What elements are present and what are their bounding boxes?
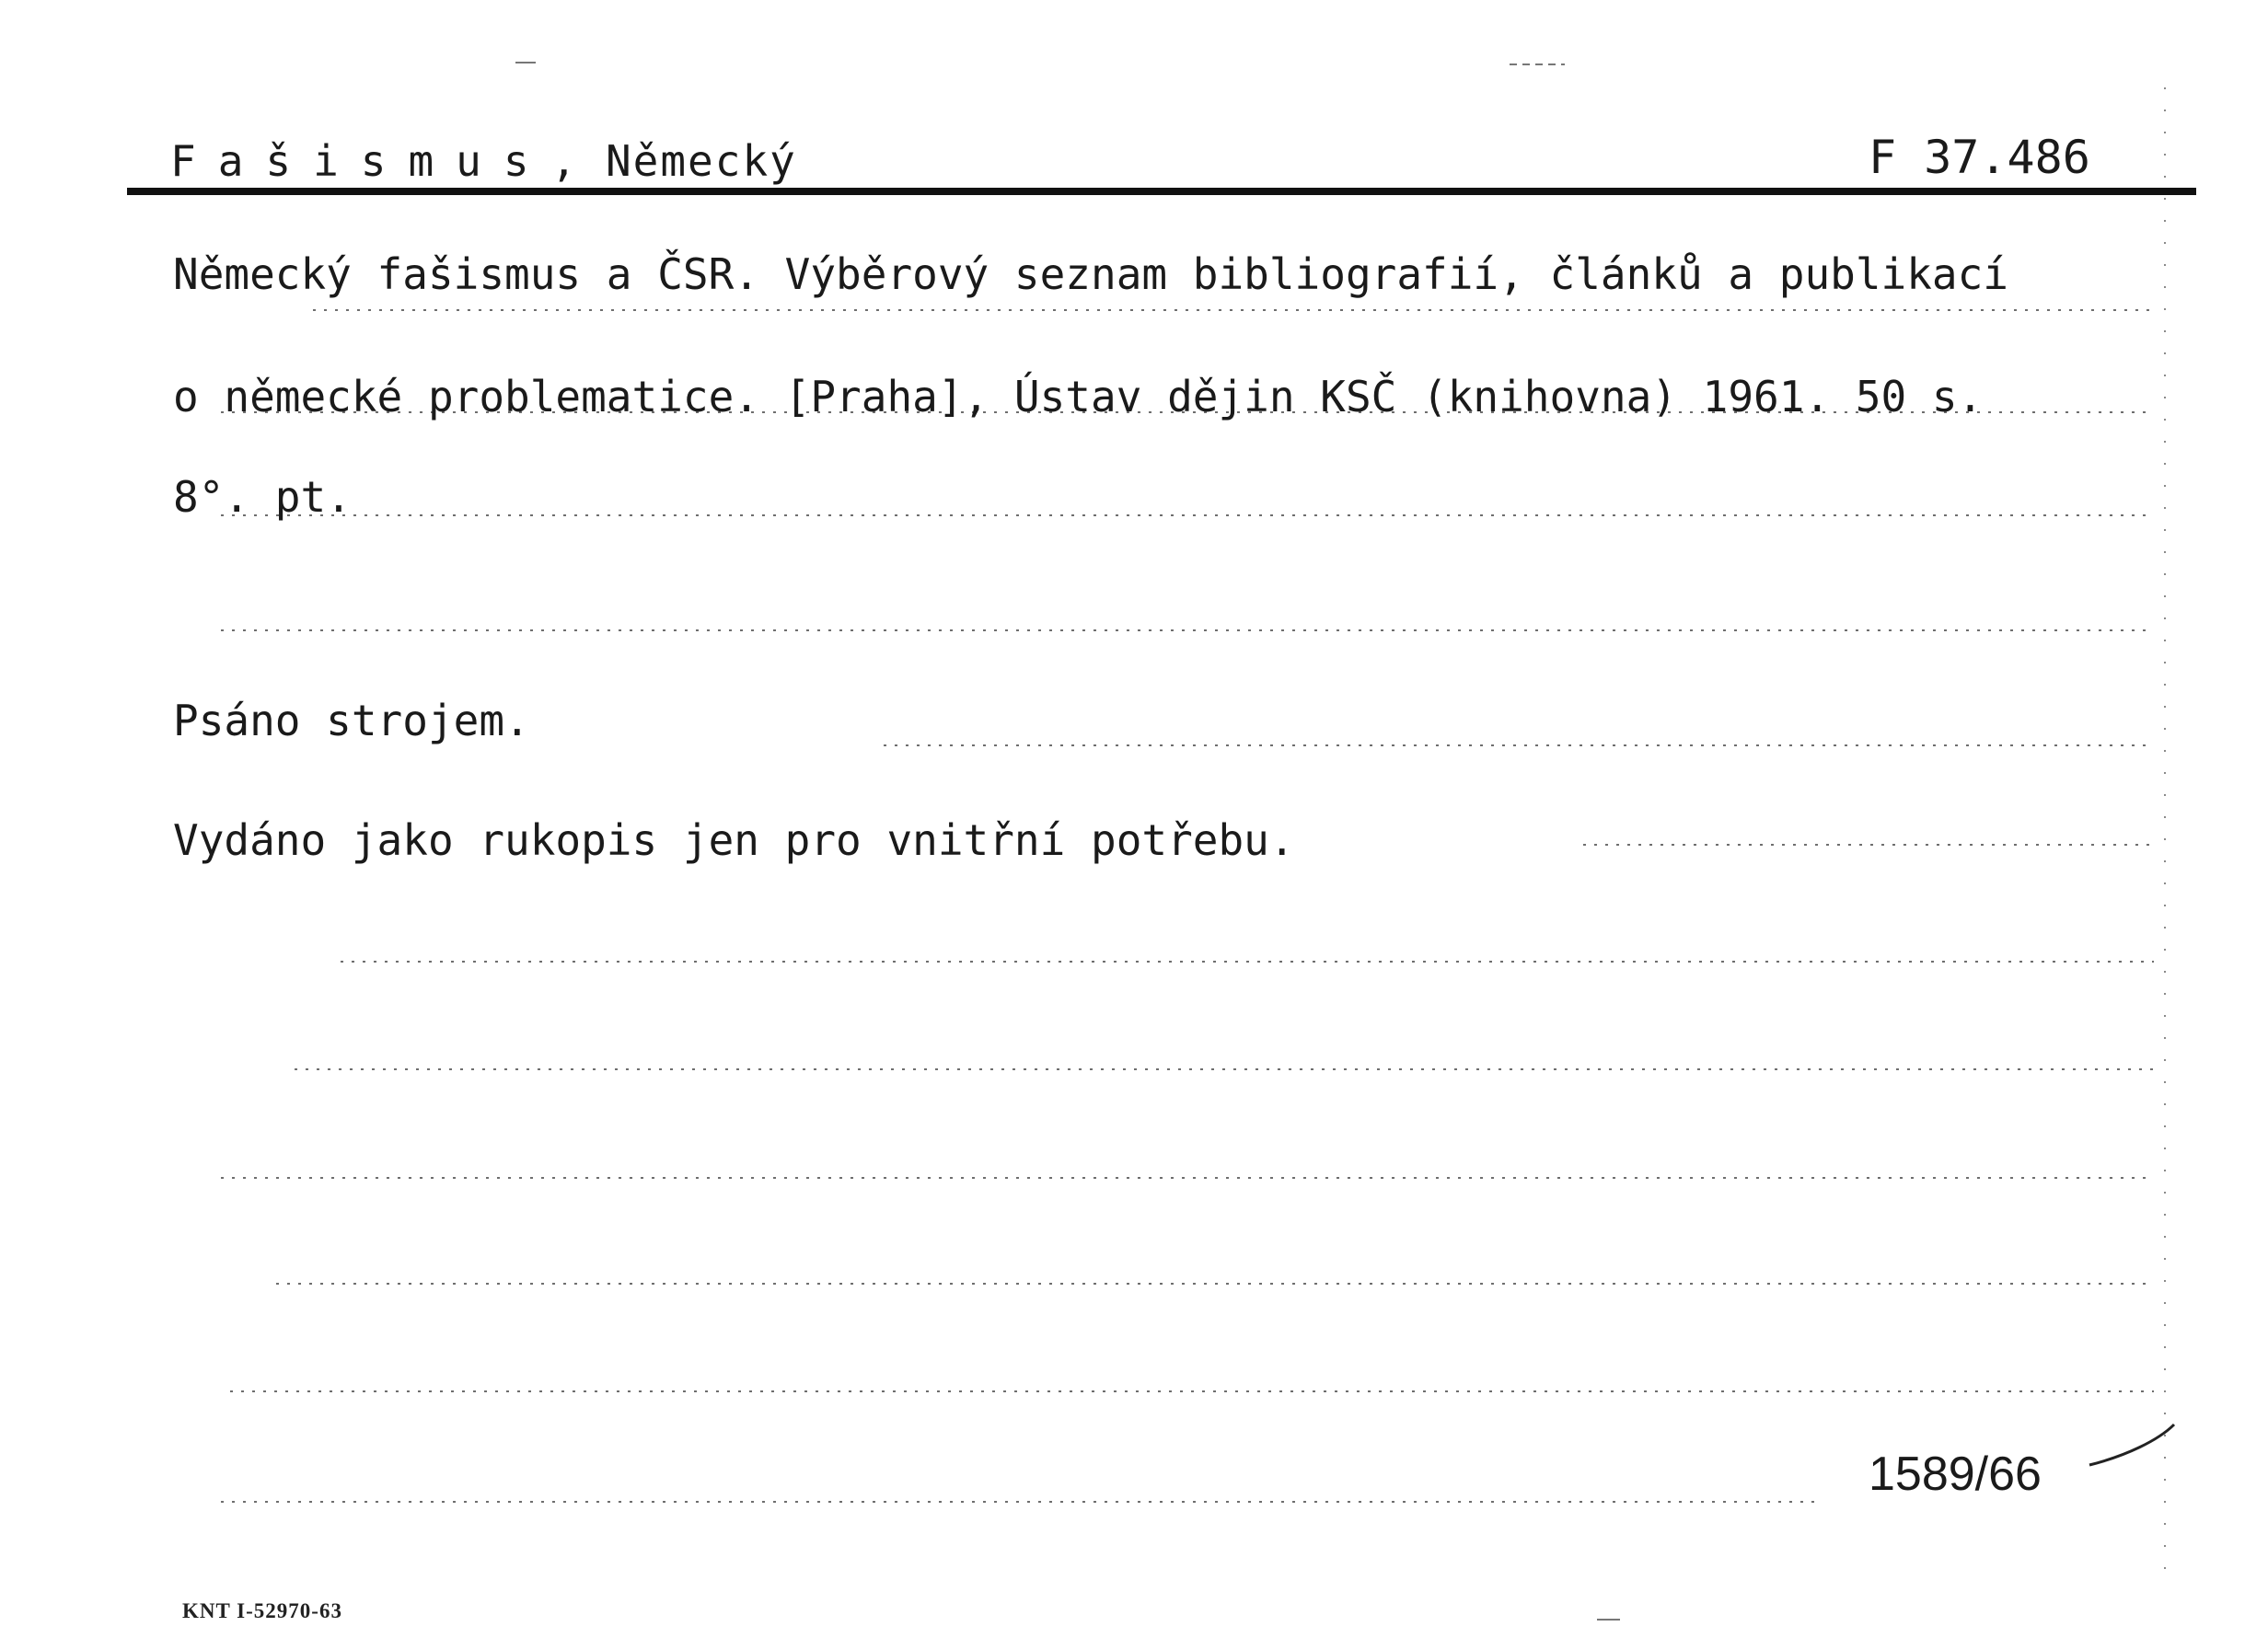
note-line: Psáno strojem. [173, 696, 530, 745]
call-number: F 37.486 [1869, 131, 2090, 184]
entry-line: Německý fašismus a ČSR. Výběrový seznam bibliografií, článků a publikací [173, 249, 2008, 299]
printer-mark: KNT I-52970-63 [182, 1599, 342, 1622]
entry-line: 8°. pt. [173, 472, 352, 522]
entry-line: o německé problematice. [Praha], Ústav dějin KSČ (knihovna) 1961. 50 s. [173, 372, 1984, 421]
subject-term: Fašismus [170, 136, 551, 186]
subject-heading [170, 136, 797, 186]
accession-number: 1589/66 [1869, 1448, 2042, 1501]
heading-rule [127, 188, 2196, 195]
subject-separator: , [550, 136, 579, 186]
note-line: Vydáno jako rukopis jen pro vnitřní potřebu. [173, 815, 1295, 865]
subject-qualifier: Německý [605, 136, 797, 186]
